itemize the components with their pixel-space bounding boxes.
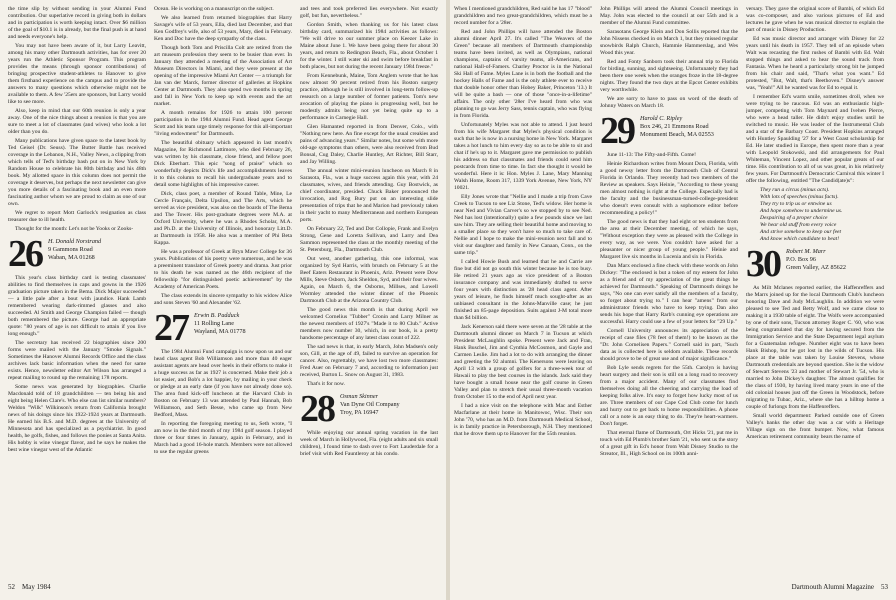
paragraph: Some news was generated by biographies. Charlie Macdonald told of 18 grandchildren — ten being his and eight being Helen Clare's. Who else can list similar numbers? Weldon "Wilk" Wilkinson's return from California brought news of his doings since his 1922-1924 years at Dartmouth. He earned his B.S. and M.D. degrees at the University of Minnesota and has specialized as a psychiatrist. In good health, he golfs, fishes, and follows the ponies at Santa Anita. His hobby is wine vinegar flavor, and he says he makes the best wine vinegar west of the Atlantic: [8, 384, 146, 453]
paragraph: versary. They gave the original score of Bambi, of which Ed was co-composer, and also various pictures of Ed and lectures he gave when he was musical director to explain the part of music in Disney Production.: [746, 6, 884, 33]
column-5: [600, 6, 738, 572]
class-secretary: [48, 238, 101, 262]
paragraph: Small world department: Parked outside one of Green Valley's banks the other day was a car with a Heritage Village sign on the front bumper. Now, what famous American retirement community bears the name of: [746, 413, 884, 440]
poem-line: And hope somehow to undermine us.: [760, 208, 843, 214]
secretary-address: Wayland, MA 01778: [194, 328, 246, 335]
poem-line: And know which candidate to beat!: [760, 236, 840, 242]
paragraph: The good news is that they had eight or ten students from the area at their December meeting, of which he says, "Without exception they were as pleased with the College in every way, as we were. You couldn't have asked for a pleasanter or nicer group of young people." Heinie and Margaret live six months in Lucenia and six in Florida.: [600, 219, 738, 260]
paragraph: June 11-13: The Fifty-and-Fifth. Come!: [607, 152, 697, 158]
paragraph: This year's class birthday card is testing classmates' abilities to find themselves in caps and gowns in the 1926 graduation picture taken in the Bema. Dick Major succeeded — a little pale after a bout with jaundice. Hank Lamb remembered wearing dark-rimmed glasses and also succeeded. Al Smith and George Champion failed — though both remembered the picture. George had an appropriate quote: "80 years of age is not difficult to attain if you live long enough.": [8, 275, 146, 337]
paragraph: The good news this month is that during April we welcomed Cornelius "Tubber" Cronin and Larry Milner as the newest members of 1927's "Made it to 80 Club." Active members now number 30, which, in our book, is a pretty handsome percentage of any latest class count of 222.: [300, 307, 438, 341]
paragraph: I called Howie Bush and learned that he and Carrie are fine but did not go south this winter because he is too busy. He retired 21 years ago as vice president of a Boston insurance company and was immediately drafted to serve four years with distinction as '28 head class agent. After years of leisure, he finds himself much sought-after as an unbiased consultant in the Johns-Manville case; he just finished an 85-page deposition. Suits against J-M total more than $4 billion.: [454, 259, 592, 321]
column-6: [746, 6, 884, 572]
poem-line: Despairing of a proper choice: [760, 215, 828, 221]
poem-line: With lots of speeches (minus facts).: [760, 194, 839, 200]
paragraph: Dan Marx enclosed a fine check with these words on John Dickey: "The enclosed is but a token of my esteem for John as a friend and of my appreciation of the great things he achieved for Dartmouth." Speaking of Dartmouth doings he says, "No one can ever satisfy all the members of a faculty, so forget about trying to." I can hear "amens" from our administrator friends who have to keep trying. Dan also sends his hope that Harry Rarb's cunning eye operations are successful. Harry could use a few of your letters for "29 Up.": [600, 263, 738, 325]
class-number: 26: [8, 233, 42, 275]
paragraph: The annual winter mini-reunion luncheon on March 8 in Sarasota, Fla., was a huge success again this year, with 24 classmates, wives, and friends attending. Guy Bostwick, as chief coordinator, presided. Chuck Baker pronounced the invocation, and Rog Bury put on an interesting slide presentation of trips that he and Marion had previously taken in their yacht to many Mediterranean and northern European ports.: [300, 168, 438, 223]
class-heading-26: [8, 233, 146, 275]
class-number: 28: [300, 388, 334, 430]
paragraph: You may not have been aware of it, but Larry Leavitt, among his many other Dartmouth activities, has for over 20 years run the Athletic Sponsor Program. This program provides the means (through sponsor contributions) of bringing prospective student-athletes to Hanover to give them firsthand experience on the campus and to provide the answers to many questions which otherwise might not be available to them. A few '25ers are sponsors, but Larry would like to see more.: [8, 43, 146, 105]
column-1: [8, 6, 146, 572]
right-page: [450, 6, 896, 594]
paragraph: Also, keep in mind that our 60th reunion is only a year away. One of the nice things about a reunion is that you are sure to meet a lot of classmates (and wives) who look a lot older than you do.: [8, 108, 146, 135]
secretary-name: Osmun Skinner: [340, 393, 378, 400]
paragraph: and tees and took preferred lies everywhere. Not exactly golf, but fun, nevertheless.": [300, 6, 438, 19]
paragraph: We regret to report Mott Garlock's resignation as class treasurer due to ill health.: [8, 210, 146, 223]
secretary-address: 11 Rolling Lane: [194, 320, 234, 327]
paragraph: the time slip by without sending in your Alumni Fund contribution. Our superlative record in giving both in dollars and in participation is worth keeping intact. Over $6 million of the goal of $10.1 is in already, but the final push is at hand and needs everyone's help.: [8, 6, 146, 40]
paragraph: Ocean. He is working on a manuscript on the subject.: [154, 6, 274, 12]
paragraph: Ed was music director and arranger with Disney for 22 years until his death in 1957. They tell of an episode when Walt was recasting the first rushes of Bambi with Ed. Walt stopped things and asked to hear the sound track from Fantasia. When he heard a particularly strong bit he jumped from his chair and said, "That's what you want." Ed protested, "But, Walt, that's Beethoven." Disney's answer was, "Yeah!" All he wanted was for Ed to equal it.: [746, 36, 884, 91]
paragraph: The sad news is that, in early March, John Madsen's only son, Gill, at the age of 49, failed to survive an operation for cancer. Also, regrettably, we have lost two more classmates: Fred Auer on February 7 and, according to information just received, Burton L. Snow on August 31, 1983.: [300, 344, 438, 378]
paragraph: We are sorry to have to pass on word of the death of Johnny Waters on March 18.: [600, 96, 738, 109]
class-secretary: [194, 312, 246, 336]
column-3: [300, 6, 438, 572]
paragraph: John Phillips will attend the Alumni Council meetings in May. John was elected to the council at our 55th and is a member of the Alumni Fund committee.: [600, 6, 738, 26]
secretary-address: Waban, MA 01268: [48, 254, 95, 261]
class-heading-30: [746, 243, 884, 285]
paragraph: While enjoying our annual spring vacation in the last week of March in Hollywood, Fla. (eight adults and six small children), I found time to dash over to Fort Lauderdale for a brief visit with Red Fauntleroy at his condo.: [300, 430, 438, 457]
paragraph: Elly Jones wrote that "Nellie and I made a trip from Cave Creek to Tucson to see Liz Stone, Ted's widow. Her home is near Ned and Vivian Carver's so we stopped by to see Ned. Ned has lost (intentionally) quite a few pounds since we last saw him. They are selling their beautiful home and moving to a smaller place so they won't have so much to take care of. Nellie and I hope to make the mini-reunion next fall and to visit our daughter and family in New Canaan, Conn., on the same trip.": [454, 194, 592, 256]
secretary-address: 9 Gammons Road: [48, 246, 93, 253]
right-page-footer: [792, 582, 888, 592]
page-number: 52: [8, 583, 15, 591]
secretary-address: Troy, PA 16947: [340, 409, 379, 416]
secretary-address: Monument Beach, MA 02553: [640, 131, 714, 138]
paragraph: We also learned from returned biographies that Harry Savage's wife of 53 years, Ella, died last December, and that Ken Godfrey's wife, also of 53 years, Mary, died in February. Ken and Doc have the deep sympathy of the class.: [154, 15, 292, 42]
paragraph: From Kennebunk, Maine, Tom Anglem wrote that he has now almost 90 percent retired from his Boston surgery practice, although he is still involved in long-term follow-up research on a large number of former patients. Tom's new avocation of playing the piano is progressing well, but he modestly admits being not yet being quite up to a performance in Carnegie Hall.: [300, 73, 438, 121]
secretary-address: Box 246, 21 Emmons Road: [640, 123, 709, 130]
class-number: 29: [600, 110, 634, 152]
paragraph: On February 22, Ted and Dot Collopie, Frank and Evelyn Strong, Gene and Loretta Sullivan, and Larry and Dea Sammon represented the class at the monthly meeting of the St. Petersburg, Fla., Dartmouth Club.: [300, 226, 438, 253]
paragraph: I had a nice visit on the telephone with Mac and Esther Macfarlane at their home in Manitowoc, Wisc. Their son John '70, who has an M.D. from Dartmouth Medical School, is in family practice in Petersborough, N.H. They mentioned that he drove them up to Hanover for the 55th reunion.: [454, 403, 592, 437]
paragraph: Sarasotans George Klein and Don Sollis reported that the John Nissens checked in on March 1, but they missed regular snowbirds Ralph Church, Hammie Hammerslag, and Wes Wood this year.: [600, 29, 738, 56]
paragraph: The secretary has received 22 biographies since 200 forms were mailed with the January "Smoke Signals." Sometimes the Hanover Alumni Records Office and the class archives lack basic information when the need for same exists. Hence, newsletter editor Art Wilson has arranged a repeat mailing to round up the remaining 178 reports.: [8, 340, 146, 381]
paragraph: Red and Fonty Sanborn took their annual trip to Florida for birding, sunning, and sightseeing. Unfortunately they had been there one week when the oranges froze in the 18-degree nights. They found the two days at the Epcot Center exhibits very worthwhile.: [600, 59, 738, 93]
secretary-name: Robert M. Marr: [786, 248, 826, 255]
page-number: 53: [881, 583, 888, 591]
class-secretary: [340, 393, 400, 417]
left-page: [0, 6, 446, 594]
paragraph: Thought for the month: Let's not be Yooks or Zooks-: [15, 226, 134, 232]
paragraph: A month remains for 1926 to attain 100 percent participation in the 1984 Alumni Fund. Head agent George Scott and his team urge timely response for this all-important "living endowment" for Dartmouth.: [154, 110, 292, 137]
secretary-address: Green Valley, AZ 85622: [786, 264, 846, 271]
class-secretary: [786, 248, 846, 272]
poem: [760, 187, 884, 243]
class-heading-27: [154, 307, 292, 349]
secretary-name: Harold C. Ripley: [640, 115, 683, 122]
secretary-address: Van Dyne Oil Company: [340, 401, 400, 408]
class-heading-28: [300, 388, 438, 430]
class-number: 30: [746, 243, 780, 285]
class-number: 27: [154, 307, 188, 349]
paragraph: Gordon Smith, when thanking us for his latest class birthday card, summarized his 1984 activities as follows: "We will drive to our summer place on Keezer Lake in Maine about June 1. We have been going there for about 30 years, and return to Redington Beach, Fla., about October 1 for the winter. I still water ski and swim before breakfast in both places, but not during the recent January 1984 freeze.": [300, 22, 438, 70]
poem-line: We hear old stuff from every voice: [760, 222, 837, 228]
paragraph: Heinie Richardson writes from Mount Dora, Florida, with a good newsy letter from the Dartmouth Club of Central Florida in Orlando. They recently had two members of the Review as speakers. Says Heinie, "According to these young men almost nothing is right at the College. Especially bad is the faculty and the businessman-turned-college-president who doesn't even consult with a sophomore editor before recommending a policy!": [600, 161, 738, 216]
paragraph: Jack Kenerson said there were seven at the '28 table at the Dartmouth alumni dinner on March 7 in Tucson at which President McLaughlin spoke. Present were Jack and Fran, Hank Buschel, Jim and Cynthia McCosmon, and Gayle and Carmen Leslie. Jim had a lot to do with arranging the dinner and greeting the 92 alumni. The Kenersons were leaving on April 13 with a group of golfers for a three-week tour of Hawaii to play the best courses in the islands. Jack said they have bought a small house near the golf course in Green Valley and plan to stretch their usual three-month vacation from October 15 to the end of April next year.: [454, 324, 592, 400]
issue-date: May 1984: [22, 583, 51, 591]
paragraph: Glen Hamanted reported in from Denver, Colo., with "Nothing new here. An fine except for the usual creakies and pains of advancing years." Similar notes, but some with more old-age symptoms than others, were also received from Bud Bonsal, Cug Daley, Charlie Huntley, Art Richter, Bill Starr, and Jay Willing.: [300, 124, 438, 165]
paragraph: Though both Tom and Priscilla Colt are retired from the art museum profession they seem to be busier than ever. In January they attended a meeting of the Association of Art Museum Directors in Miami, and they were present at the opening of the impressive Miami Art Center — a triumph for Jan van der Marck, former director of galleries at Hopkins Center at Dartmouth. They also spend two months in spring and fall in New York to keep up with events and the art market.: [154, 45, 292, 107]
class-heading-29: [600, 110, 738, 152]
paragraph: He was a professor of Greek at Bryn Mawr College for 36 years. Publications of his poetry were numerous, and he was a preeminent translator of Greek poetry and drama. Just prior to his death he was named as the 46th recipient of the fellowship "for distinguished poetic achievement" by the Academy of American Poets.: [154, 249, 292, 290]
paragraph: The class extends its sincere sympathy to his widow Alice and sons Steven '60 and Alexander '62.: [154, 293, 292, 306]
column-2: [154, 6, 292, 572]
paragraph: Out west, another gathering, this one informal, was organized by Syd Harris, with brunch on February 5 at the Beef Eaters Restaurant in Phoenix, Ariz. Present were Dow Mills, Steve Osborn, Jack Sheldon, Syd, and their four wives. Again, on March 6, the Osborns, Millses, and Lowell Wormley attended the winter dinner of the Phoenix Dartmouth Club at the Arizona Country Club.: [300, 256, 438, 304]
paragraph: Bob Lyle sends regrets for the 55th. Carolyn is having heart surgery and their son is still on a long road to recovery from a major accident. Many of our classmates find themselves doing all the cheering and carrying the load of keeping folks alive. It's easy to forget how lucky most of us are. Three members of our Cape Cod Club come for lunch and hurry out to get back to home responsibilities. A phone call or a note is an easy thing to do. They're heart-warmers. Don't forget.: [600, 365, 738, 427]
paragraph: That eternal flame of Dartmouth, Ort Hicks '21, put me in touch with Ed Plumb's brother Sam '21, who sent us the story of a great gift in Ed's honor from Walt Disney Studio to the Streator, Ill., High School on its 100th anni-: [600, 430, 738, 457]
paragraph: Red and John Phillips will have attended the Boston alumni dinner April 27. It's called "The Weavers of the Green" because all members of Dartmouth championship teams have been invited, as well as Olympians, national champions, captains of varsity teams, all-Americans, and national Hall-of-Famers. Charley Proctor is in the National Ski Hall of Fame. Myles Lane is in both the football and the hockey Halls of Fame and is the only athlete ever to receive that double honor other than Hobey Baker, Princeton '13.) It will be quite a bash — one of those "once-in-a-lifetime" affairs. The only other '28er I've heard from who was planning to go was Jerry Sass, tennis captain, who was flying in from Florida.: [454, 29, 592, 119]
secretary-name: Erwin B. Padduck: [194, 312, 240, 319]
magazine-name: Dartmouth Alumni Magazine: [791, 583, 874, 591]
secretary-name: H. Donald Norstrand: [48, 238, 102, 245]
column-4: [454, 6, 592, 572]
paragraph: In reporting the foregoing meeting to us, Seth wrote, "I am now in the third month of my 1984 golf season. I played three or four times in January, again in February, and in March had a good 16-hole match. Members were not allowed to use the regular greens: [154, 421, 292, 455]
paragraph: When I mentioned grandchildren, Red said he has 17 "blood" grandchildren and two great-grandchildren, which must be a record number for a '28er.: [454, 6, 592, 26]
paragraph: The beautiful obituary which appeared in last month's Magazine, for Richmond Lattimore, who died February 26, was written by his classmate, close friend, and fellow poet Dick Eberhart. This epic "song of praise" which so wonderfully depicts Dick's life and accomplishments leaves it to this column to recall his undergraduate years and to detail some highlights of his impressive career.: [154, 140, 292, 188]
paragraph: The 1984 Alumni Fund campaign is now upon us and our head class agent Bob Williamson and more than 40 eager assistant agents are head over heels in their efforts to make it a huge success as far as 1927 is concerned. Make their job a lot easier, and Bob's a lot happier, by mailing in your check or pledge at an early date (if you have not already done so). The area fund kick-off luncheon at the Harvard Club in Boston on February 13 was attended by Paul Hannah, Bob Williamson, and Seth Besse, who came up from New Bedford, Mass.: [154, 349, 292, 418]
left-page-footer: [8, 582, 51, 592]
paragraph: Cornell University announces its appreciation of the receipt of case files (78 feet of them!) to be known as the "Dr. John Cornelisen Papers." Cornell said in part, "Such data as is collected here is seldom available. These records should prove to be of great use and of major significance.": [600, 328, 738, 362]
paragraph: Unfortunately Myles was not able to attend. I just heard from his wife Margaret that Myles's physical condition is such that he is now in a nursing home in New York. Margaret takes a hot lunch to him every day so as to be able to sit and chat if he's up to it. Margaret gave me permission to publish his address so that classmates and friends could send him postcards from time to time. In fact she thought it would be wonderful. Here it is: Hon. Myles J. Lane, Mary Manning Walsh Home, Room 317, 1339 York Avenue, New York, NY 10021.: [454, 122, 592, 191]
poem-line: They try to trip us or entwine us: [760, 201, 832, 207]
class-secretary: [640, 115, 714, 139]
poem-line: They run a circus (minus acts).: [760, 187, 830, 193]
poem-line: And strive somehow to keep our feet: [760, 229, 842, 235]
paragraph: That's it for now.: [307, 381, 345, 387]
secretary-address: P.O. Box 96: [786, 256, 816, 263]
paragraph: Many publications have given space to the latest book by Ted Geisel (Dr. Seuss). The Butter Battle has received coverage in the Lebanon, N.H., Valley News, a clipping from which tells of Ted's birthday bash put on in New York by Random House to celebrate his 80th birthday and his 48th book. My allotted space in this column does not permit the coverage it deserves, but perhaps the next newsletter can give you more details of a fascinating book and an even more fascinating author whom we are proud to claim as one of our own.: [8, 138, 146, 207]
paragraph: I remember Ed's warm smile, sometimes droll, when we were trying to be raucous. Ed was an enthusiastic high-jumper, competing with Tom Maynard and Ivehen Pierce, who were a head taller. He didn't enjoy studies until he switched to music. He was leader of the Instrumental Club and a star of the Barbary Coast. President Hopkins arranged with Huntley Spaulding '27 for a West Coast scholarship for Ed. He later studied in Europe, then spent more than a year with Leopold Stokowski, and did arrangements for Paul Whiteman, Vincent Lopez, and other popular greats of our time. His contribution to all of us was great, in his relatively few years. For Dartmouth's Democratic Carnival this winter I offer the following, entitled "The Candid(ate)s":: [746, 94, 884, 184]
paragraph: Dick, class poet, a member of Round Table, Mine, Le Cercle Français, Delta Upsilon, and The Arts, which he served as vice president, was also on the boards of The Bema and The Tower. His post-graduate degrees were M.A. at Oxford University, where he was a Rhodes Scholar, M.A. and Ph.D. at the University of Illinois, and honorary Litt.D. at Dartmouth in 1958. He also was a member of Phi Beta Kappa.: [154, 191, 292, 246]
paragraph: As Milt Mclanes reported earlier, the Haffenreffers and the Marrs joined up for the local Dartmouth Club's luncheon honoring Dave and Judy McLaughlin. In addition we were pleased to see Ted and Betty Wolf, and we came close to making it a 1930 table of eight. The Wolfs were accompanied by one of their sons, Tucson attorney Roger C. '60, who was being congratulated that day for having secured from the Immigration Service and the State Department legal asylum for a Guatemalan refugee. Number eight was to have been Hank Bishop, but he got lost in the wilds of Tucson. His place at the table was taken by Louise Stevens, whose Dartmouth credentials are beyond question. She is the widow of Stewart Stevens '23 and mother of Stewart Jr. '54, who is married to John Dickey's daughter. The almost qualifies for the class of 1930, by having lived many years in one of the old colonial houses just off the Green in Woodstock, before migrating to Tubac, Ariz., where she has a hilltop home a couple of furlongs from the Haffenreffers.: [746, 285, 884, 410]
